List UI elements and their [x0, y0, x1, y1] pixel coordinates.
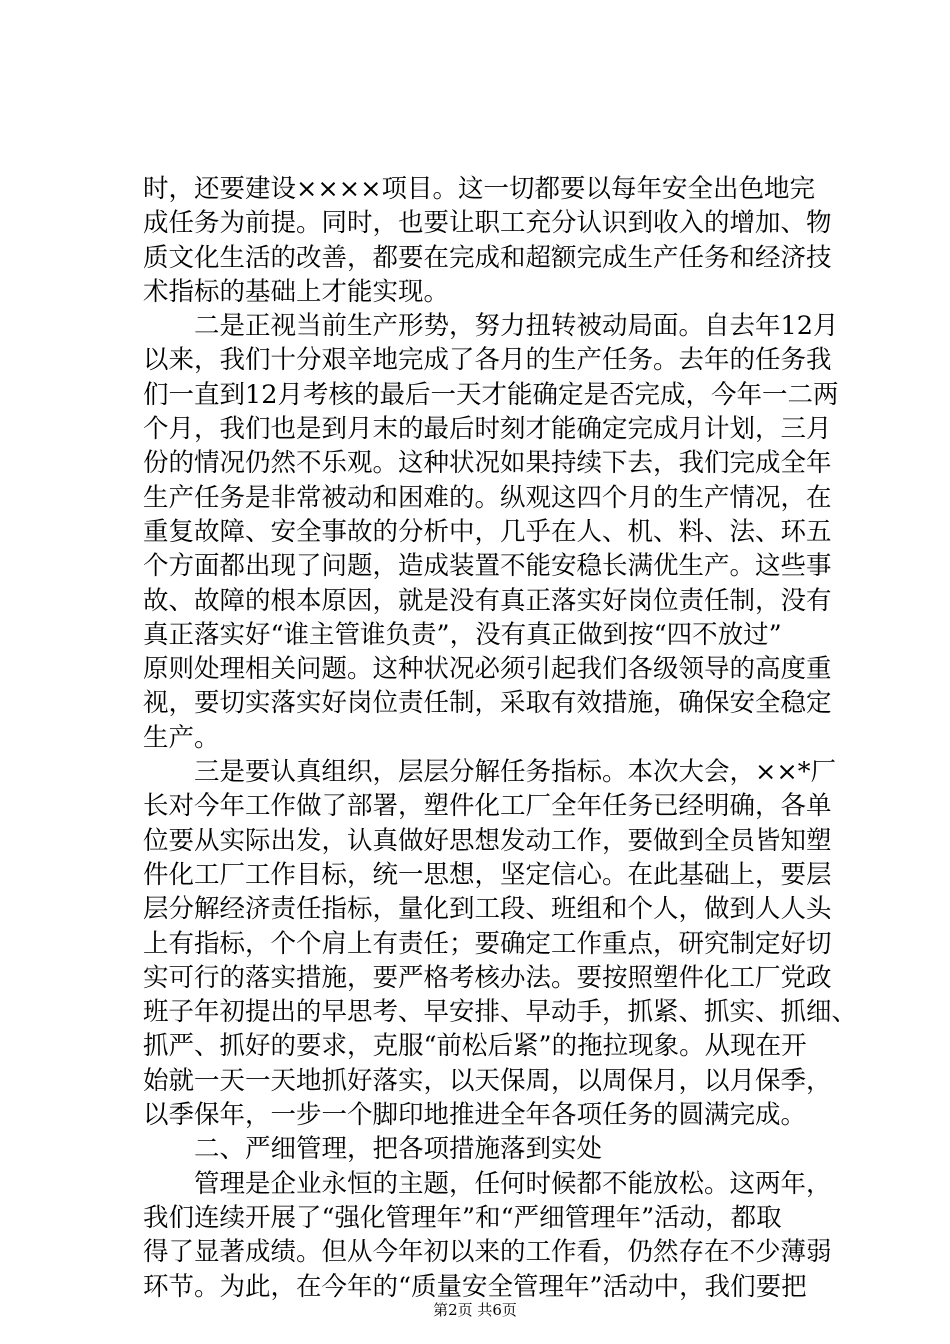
text-line: 生产。 — [143, 722, 220, 753]
body-text — [143, 172, 858, 1304]
text-line: 二、严细管理，把各项措施落到实处 — [143, 1134, 603, 1165]
text-line: 抓严、抓好的要求，克服“前松后紧”的拖拉现象。从现在开 — [143, 1031, 807, 1062]
text-line: 位要从实际出发，认真做好思想发动工作，要做到全员皆知塑 — [143, 825, 832, 856]
text-line: 术指标的基础上才能实现。 — [143, 276, 450, 307]
text-line: 二是正视当前生产形势，努力扭转被动局面。自去年12月 — [143, 311, 839, 342]
text-line: 份的情况仍然不乐观。这种状况如果持续下去，我们完成全年 — [143, 448, 832, 479]
text-line: 们一直到12月考核的最后一天才能确定是否完成，今年一二两 — [143, 379, 839, 410]
text-line: 时，还要建设××××项目。这一切都要以每年安全出色地完 — [143, 174, 815, 204]
text-line: 长对今年工作做了部署，塑件化工厂全年任务已经明确，各单 — [143, 791, 832, 822]
text-line: 层分解经济责任指标，量化到工段、班组和个人，做到人人头 — [143, 894, 832, 925]
text-line: 原则处理相关问题。这种状况必须引起我们各级领导的高度重 — [143, 654, 832, 685]
text-line: 成任务为前提。同时，也要让职工充分认识到收入的增加、物 — [143, 208, 832, 239]
text-line: 重复故障、安全事故的分析中，几乎在人、机、料、法、环五 — [143, 516, 832, 547]
text-line: 故、故障的根本原因，就是没有真正落实好岗位责任制，没有 — [143, 585, 832, 616]
text-line: 始就一天一天地抓好落实，以天保周，以周保月，以月保季， — [143, 1065, 832, 1096]
text-line: 件化工厂工作目标，统一思想，坚定信心。在此基础上，要层 — [143, 859, 832, 890]
text-line: 生产任务是非常被动和困难的。纵观这四个月的生产情况，在 — [143, 482, 832, 513]
page-number: 第2页 共6页 — [433, 1301, 517, 1319]
text-line: 实可行的落实措施，要严格考核办法。要按照塑件化工厂党政 — [143, 962, 832, 993]
text-line: 以季保年，一步一个脚印地推进全年各项任务的圆满完成。 — [143, 1100, 807, 1131]
text-line: 上有指标，个个肩上有责任；要确定工作重点，研究制定好切 — [143, 928, 832, 959]
text-line: 个方面都出现了问题，造成装置不能安稳长满优生产。这些事 — [143, 551, 832, 582]
text-line: 班子年初提出的早思考、早安排、早动手，抓紧、抓实、抓细、 — [143, 997, 858, 1028]
text-line: 环节。为此，在今年的“质量安全管理年”活动中，我们要把 — [143, 1271, 807, 1302]
text-line: 管理是企业永恒的主题，任何时候都不能放松。这两年， — [143, 1168, 832, 1199]
text-line: 真正落实好“谁主管谁负责”，没有真正做到按“四不放过” — [143, 619, 782, 650]
text-line: 视，要切实落实好岗位责任制，采取有效措施，确保安全稳定 — [143, 688, 832, 719]
text-line: 质文化生活的改善，都要在完成和超额完成生产任务和经济技 — [143, 242, 832, 273]
text-line: 个月，我们也是到月末的最后时刻才能确定完成月计划，三月 — [143, 414, 832, 445]
text-line: 以来，我们十分艰辛地完成了各月的生产任务。去年的任务我 — [143, 345, 832, 376]
text-line: 三是要认真组织，层层分解任务指标。本次大会，××*厂 — [143, 757, 836, 788]
text-line: 得了显著成绩。但从今年初以来的工作看，仍然存在不少薄弱 — [143, 1237, 832, 1268]
text-line: 我们连续开展了“强化管理年”和“严细管理年”活动，都取 — [143, 1202, 782, 1233]
